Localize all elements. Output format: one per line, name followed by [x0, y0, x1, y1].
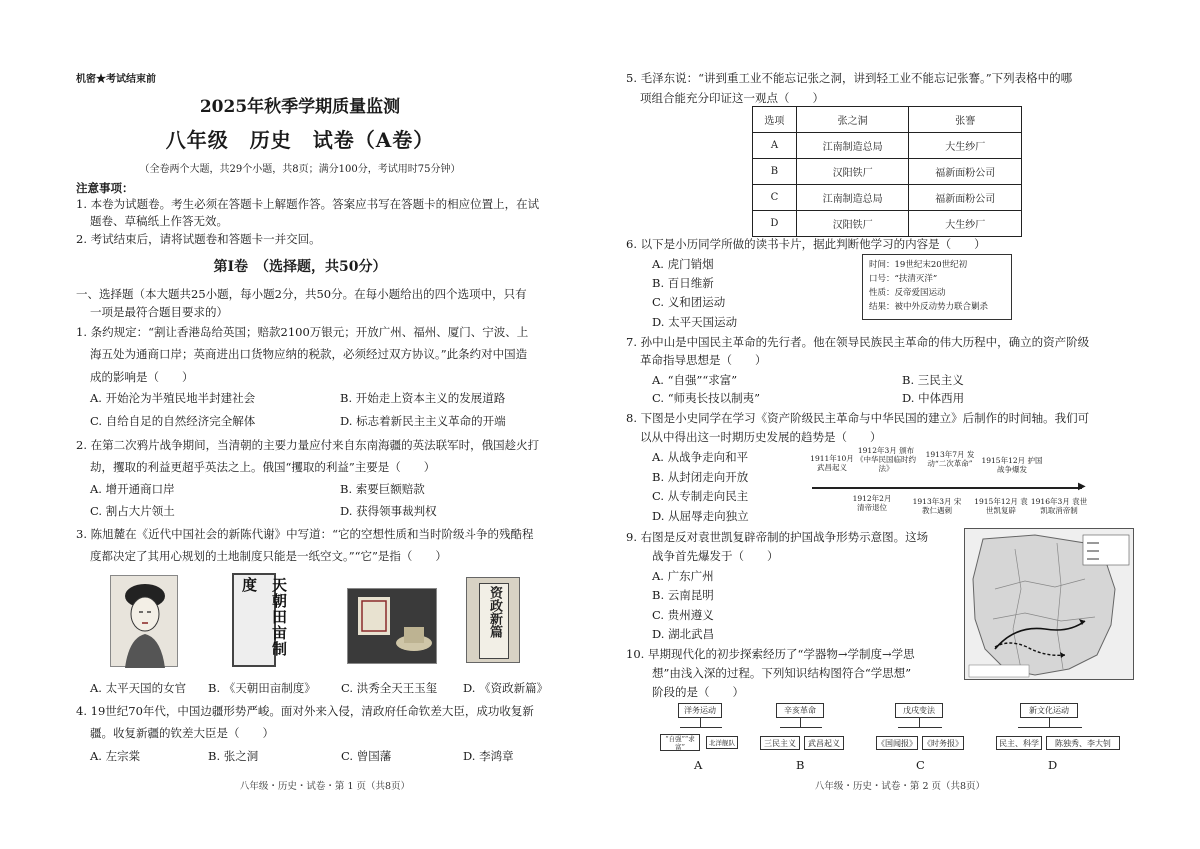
- reading-card: [862, 254, 1012, 320]
- options-table: [752, 106, 1022, 237]
- table-cell: 福新面粉公司: [909, 159, 1022, 185]
- page-footer: 八年级・历史・试卷・第 1 页（共8页）: [239, 781, 411, 792]
- diagram-a-left: “自强”“求富”: [660, 734, 700, 751]
- option-c[interactable]: C. 曾国藩: [341, 749, 392, 763]
- diagram-a-root: 洋务运动: [678, 703, 722, 718]
- table-cell: 汉阳铁厂: [796, 159, 909, 185]
- question-stem: 项组合能充分印证这一观点（ ）: [640, 91, 824, 105]
- option-a[interactable]: A. 太平天国的女官: [90, 681, 187, 695]
- section-title: 第Ⅰ卷 （选择题，共50分）: [213, 259, 387, 275]
- table-cell: 汉阳铁厂: [796, 211, 909, 237]
- diagram-b-root: 辛亥革命: [776, 703, 824, 718]
- option-c[interactable]: C. 从专制走向民主: [652, 489, 749, 503]
- diagram-a-right: 北洋舰队: [706, 736, 738, 749]
- diagram-label-a: A: [694, 758, 703, 772]
- section-intro: 一项是最符合题目要求的）: [90, 305, 228, 319]
- diagram-c-root: 戊戌变法: [895, 703, 943, 718]
- timeline-event: 1911年10月 武昌起义: [810, 454, 854, 472]
- table-cell: 大生纱厂: [909, 211, 1022, 237]
- question-stem: 以从中得出这一时期历史发展的趋势是（ ）: [640, 430, 882, 444]
- table-header: 选项: [753, 107, 797, 133]
- question-stem: 4. 19世纪70年代，中国边疆形势严峻。面对外来入侵，清政府任命钦差大臣，成功收复新: [76, 704, 534, 718]
- diagram-d-right: 陈独秀、李大钊: [1046, 736, 1120, 750]
- diagram-connector: [1018, 727, 1082, 728]
- diagram-b-right: 武昌起义: [804, 736, 844, 750]
- timeline-event: 1915年12月 袁世凯复辟: [974, 497, 1028, 515]
- option-b[interactable]: B. 三民主义: [902, 373, 964, 387]
- timeline-event: 1913年7月 发动“二次革命”: [925, 450, 975, 468]
- option-a[interactable]: A. 从战争走向和平: [652, 450, 749, 464]
- diagram-connector: [919, 718, 920, 727]
- diagram-c-left: 《国闻报》: [876, 736, 918, 750]
- card-line: 性质：反帝爱国运动: [869, 288, 946, 298]
- table-cell: 福新面粉公司: [909, 185, 1022, 211]
- option-a[interactable]: A. 广东广州: [652, 569, 714, 583]
- paper-title: 八年级 历史 试卷（A卷）: [165, 128, 435, 152]
- notice-item: 2. 考试结束后，请将试题卷和答题卡一并交回。: [76, 232, 321, 246]
- diagram-d-root: 新文化运动: [1020, 703, 1078, 718]
- book-cover-text: 资政新篇: [487, 586, 502, 638]
- diagram-label-b: B: [796, 758, 805, 772]
- option-d[interactable]: D. 《资政新篇》: [463, 681, 549, 695]
- card-line: 时间：19世纪末20世纪初: [869, 260, 968, 270]
- timeline-event: 1912年2月 清帝退位: [852, 494, 892, 512]
- option-d[interactable]: D. 标志着新民主主义革命的开端: [340, 414, 506, 428]
- question-stem: 9. 右图是反对袁世凯复辟帝制的护国战争形势示意图。这场: [626, 530, 929, 544]
- diagram-d-left: 民主、科学: [996, 736, 1042, 750]
- question-stem: 阶段的是（ ）: [652, 685, 744, 699]
- option-b[interactable]: B. 开始走上资本主义的发展道路: [340, 391, 506, 405]
- question-stem: 6. 以下是小历同学所做的读书卡片，据此判断他学习的内容是（ ）: [626, 237, 986, 251]
- notice-heading: 注意事项：: [76, 181, 134, 195]
- question-stem: 想”由浅入深的过程。下列知识结构图符合“学思想”: [652, 666, 912, 680]
- timeline-event: 1915年12月 护国战争爆发: [981, 456, 1043, 474]
- card-line: 结果：被中外反动势力联合剿杀: [869, 302, 989, 312]
- timeline-event: 1916年3月 袁世凯取消帝制: [1030, 497, 1088, 515]
- table-cell: 江南制造总局: [796, 133, 909, 159]
- female-official-portrait: [110, 575, 178, 667]
- question-stem: 1. 条约规定：“割让香港岛给英国；赔款2100万银元；开放广州、福州、厦门、宁波、上: [76, 325, 529, 339]
- question-stem: 成的影响是（ ）: [90, 370, 194, 384]
- option-d[interactable]: D. 太平天国运动: [652, 315, 738, 329]
- diagram-connector: [700, 718, 701, 727]
- diagram-connector: [680, 727, 722, 728]
- table-row: [753, 211, 1022, 237]
- question-stem: 革命指导思想是（ ）: [640, 353, 767, 367]
- option-c[interactable]: C. “师夷长技以制夷”: [652, 391, 760, 405]
- exam-note: （全卷两个大题，共29个小题，共8页；满分100分，考试用时75分钟）: [139, 164, 461, 175]
- option-b[interactable]: B. 云南昆明: [652, 588, 714, 602]
- option-c[interactable]: C. 义和团运动: [652, 295, 726, 309]
- table-cell: C: [753, 185, 797, 211]
- option-c[interactable]: C. 割占大片领土: [90, 504, 175, 518]
- option-d[interactable]: D. 中体西用: [902, 391, 965, 405]
- diagram-connector: [800, 718, 801, 727]
- table-cell: D: [753, 211, 797, 237]
- diagram-c-right: 《时务报》: [922, 736, 964, 750]
- option-c[interactable]: C. 自给自足的自然经济完全解体: [90, 414, 256, 428]
- table-cell: 江南制造总局: [796, 185, 909, 211]
- timeline-event: 1913年3月 宋教仁遇刺: [912, 497, 962, 515]
- confidential-label: 机密★考试结束前: [76, 74, 156, 85]
- timeline-axis: [812, 487, 1082, 489]
- book-cover-text: 天朝田亩制度: [240, 577, 288, 657]
- option-a[interactable]: A. “自强”“求富”: [652, 373, 738, 387]
- option-b[interactable]: B. 百日维新: [652, 276, 714, 290]
- notice-item: 题卷、草稿纸上作答无效。: [90, 214, 228, 228]
- question-stem: 10. 早期现代化的初步探索经历了“学器物→学制度→学思: [626, 647, 915, 661]
- page-footer: 八年级・历史・试卷・第 2 页（共8页）: [814, 781, 986, 792]
- option-d[interactable]: D. 获得领事裁判权: [340, 504, 437, 518]
- option-b[interactable]: B. 《天朝田亩制度》: [208, 681, 316, 695]
- option-b[interactable]: B. 张之洞: [208, 749, 259, 763]
- notice-item: 1. 本卷为试题卷。考生必须在答题卡上解题作答。答案应书写在答题卡的相应位置上，在试: [76, 197, 540, 211]
- option-d[interactable]: D. 从屈辱走向独立: [652, 509, 749, 523]
- question-stem: 疆。收复新疆的钦差大臣是（ ）: [90, 726, 274, 740]
- question-stem: 战争首先爆发于（ ）: [652, 549, 779, 563]
- section-intro: 一、选择题（本大题共25小题，每小题2分，共50分。在每小题给出的四个选项中，只有: [76, 287, 527, 301]
- option-d[interactable]: D. 湖北武昌: [652, 627, 715, 641]
- diagram-connector: [1049, 718, 1050, 727]
- tianchao-book-cover: [232, 573, 288, 667]
- war-map: [964, 528, 1134, 680]
- question-stem: 3. 陈旭麓在《近代中国社会的新陈代谢》中写道：“它的空想性质和当时阶级斗争的残酷程: [76, 527, 534, 541]
- timeline-arrow-icon: ▶: [1078, 481, 1086, 492]
- timeline-event: 1912年3月 颁布《中华民国临时约法》: [856, 446, 916, 473]
- question-stem: 度都决定了其用心规划的土地制度只能是一纸空文。”“它”是指（ ）: [90, 549, 447, 563]
- table-row: [753, 159, 1022, 185]
- table-header: 张之洞: [796, 107, 909, 133]
- table-row: [753, 133, 1022, 159]
- option-a[interactable]: A. 左宗棠: [90, 749, 141, 763]
- table-header: 张謇: [909, 107, 1022, 133]
- option-b[interactable]: B. 索要巨额赔款: [340, 482, 425, 496]
- diagram-b-left: 三民主义: [760, 736, 800, 750]
- table-header-row: [753, 107, 1022, 133]
- question-stem: 海五处为通商口岸；英商进出口货物应纳的税款，必须经过双方协议。”此条约对中国造: [90, 347, 528, 361]
- diagram-label-d: D: [1048, 758, 1058, 772]
- question-stem: 2. 在第二次鸦片战争期间，当清朝的主要力量应付来自东南海疆的英法联军时，俄国趁火打: [76, 438, 540, 452]
- question-stem: 8. 下图是小史同学在学习《资产阶级民主革命与中华民国的建立》后制作的时间轴。我们可: [626, 411, 1090, 425]
- question-stem: 7. 孙中山是中国民主革命的先行者。他在领导民族民主革命的伟大历程中，确立的资产阶级: [626, 335, 1090, 349]
- card-line: 口号：“扶清灭洋”: [869, 274, 938, 284]
- option-d[interactable]: D. 李鸿章: [463, 749, 514, 763]
- diagram-connector: [898, 727, 942, 728]
- option-b[interactable]: B. 从封闭走向开放: [652, 470, 749, 484]
- diagram-label-c: C: [916, 758, 925, 772]
- option-a[interactable]: A. 增开通商口岸: [90, 482, 175, 496]
- exam-title: 2025年秋季学期质量监测: [199, 97, 401, 117]
- imperial-seal-photo: [347, 588, 437, 664]
- option-c[interactable]: C. 洪秀全天王玉玺: [341, 681, 438, 695]
- table-cell: A: [753, 133, 797, 159]
- zizheng-book-cover: [466, 577, 520, 663]
- question-stem: 劫，攫取的利益更超乎英法之上。俄国“攫取的利益”主要是（ ）: [90, 460, 436, 474]
- option-c[interactable]: C. 贵州遵义: [652, 608, 714, 622]
- option-a[interactable]: A. 开始沦为半殖民地半封建社会: [90, 391, 256, 405]
- option-a[interactable]: A. 虎门销烟: [652, 257, 714, 271]
- page-2: [600, 0, 1200, 849]
- question-stem: 5. 毛泽东说：“讲到重工业不能忘记张之洞，讲到轻工业不能忘记张謇。”下列表格中的哪: [626, 71, 1073, 85]
- table-cell: 大生纱厂: [909, 133, 1022, 159]
- table-row: [753, 185, 1022, 211]
- table-cell: B: [753, 159, 797, 185]
- diagram-connector: [780, 727, 822, 728]
